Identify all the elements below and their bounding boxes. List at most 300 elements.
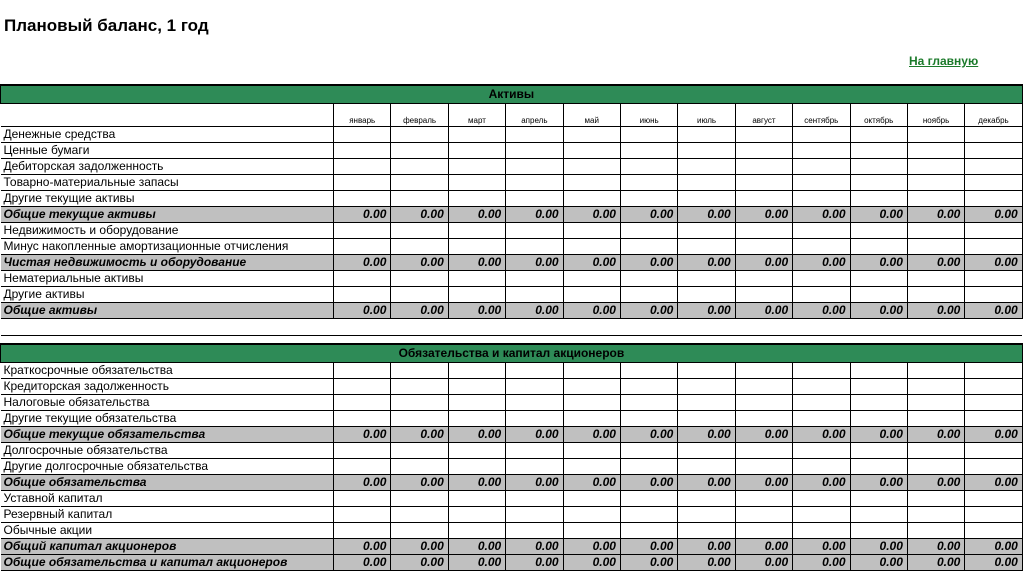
total-value-cell: 0.00	[448, 255, 505, 271]
input-cell[interactable]	[334, 507, 391, 523]
input-cell[interactable]	[793, 507, 850, 523]
liabilities-table	[0, 343, 1023, 571]
month-header: март	[448, 104, 505, 127]
input-cell[interactable]	[448, 411, 505, 427]
input-cell[interactable]	[965, 523, 1023, 539]
input-cell[interactable]	[620, 523, 677, 539]
input-cell[interactable]	[563, 127, 620, 143]
input-cell[interactable]	[448, 491, 505, 507]
input-cell[interactable]	[793, 223, 850, 239]
input-cell[interactable]	[907, 175, 964, 191]
input-cell[interactable]	[850, 507, 907, 523]
table-row	[1, 379, 1023, 395]
input-cell[interactable]	[850, 223, 907, 239]
table-row	[1, 363, 1023, 379]
input-cell[interactable]	[793, 159, 850, 175]
input-cell[interactable]	[850, 271, 907, 287]
input-cell[interactable]	[793, 239, 850, 255]
table-row	[1, 491, 1023, 507]
total-value-cell: 0.00	[735, 539, 792, 555]
input-cell[interactable]	[506, 287, 563, 303]
input-cell[interactable]	[850, 239, 907, 255]
input-cell[interactable]	[334, 459, 391, 475]
total-value-cell: 0.00	[965, 555, 1023, 571]
input-cell[interactable]	[620, 159, 677, 175]
input-cell[interactable]	[448, 143, 505, 159]
input-cell[interactable]	[334, 175, 391, 191]
input-cell[interactable]	[850, 191, 907, 207]
input-cell[interactable]	[678, 287, 735, 303]
total-value-cell: 0.00	[334, 555, 391, 571]
input-cell[interactable]	[506, 459, 563, 475]
input-cell[interactable]	[965, 363, 1023, 379]
input-cell[interactable]	[793, 191, 850, 207]
input-cell[interactable]	[334, 379, 391, 395]
input-cell[interactable]	[907, 459, 964, 475]
total-value-cell: 0.00	[334, 207, 391, 223]
input-cell[interactable]	[563, 159, 620, 175]
table-row	[1, 443, 1023, 459]
total-value-cell: 0.00	[448, 555, 505, 571]
total-value-cell: 0.00	[793, 303, 850, 319]
input-cell[interactable]	[735, 443, 792, 459]
input-cell[interactable]	[735, 287, 792, 303]
input-cell[interactable]	[506, 175, 563, 191]
input-cell[interactable]	[735, 491, 792, 507]
input-cell[interactable]	[678, 191, 735, 207]
input-cell[interactable]	[965, 411, 1023, 427]
row-label: Денежные средства	[1, 127, 334, 143]
input-cell[interactable]	[735, 239, 792, 255]
input-cell[interactable]	[850, 287, 907, 303]
input-cell[interactable]	[334, 223, 391, 239]
total-value-cell: 0.00	[391, 255, 448, 271]
row-label: Общие текущие обязательства	[1, 427, 334, 443]
input-cell[interactable]	[391, 159, 448, 175]
row-label: Дебиторская задолженность	[1, 159, 334, 175]
input-cell[interactable]	[563, 379, 620, 395]
input-cell[interactable]	[391, 379, 448, 395]
input-cell[interactable]	[506, 507, 563, 523]
month-header-row	[1, 104, 1023, 127]
input-cell[interactable]	[793, 459, 850, 475]
month-header: декабрь	[965, 104, 1022, 127]
total-value-cell: 0.00	[563, 255, 620, 271]
input-cell[interactable]	[563, 523, 620, 539]
input-cell[interactable]	[965, 287, 1022, 303]
input-cell[interactable]	[793, 523, 850, 539]
total-value-cell: 0.00	[448, 207, 505, 223]
input-cell[interactable]	[563, 507, 620, 523]
input-cell[interactable]	[678, 223, 735, 239]
input-cell[interactable]	[620, 127, 677, 143]
month-header: апрель	[506, 104, 563, 127]
input-cell[interactable]	[907, 443, 964, 459]
total-value-cell: 0.00	[448, 539, 505, 555]
input-cell[interactable]	[965, 159, 1022, 175]
input-cell[interactable]	[391, 459, 448, 475]
input-cell[interactable]	[506, 523, 563, 539]
input-cell[interactable]	[965, 191, 1022, 207]
input-cell[interactable]	[506, 239, 563, 255]
total-value-cell: 0.00	[620, 475, 677, 491]
input-cell[interactable]	[334, 287, 391, 303]
input-cell[interactable]	[620, 379, 677, 395]
total-value-cell: 0.00	[391, 539, 448, 555]
month-header: сентябрь	[793, 104, 850, 127]
input-cell[interactable]	[563, 239, 620, 255]
input-cell[interactable]	[907, 523, 964, 539]
input-cell[interactable]	[735, 127, 792, 143]
input-cell[interactable]	[907, 395, 964, 411]
input-cell[interactable]	[620, 363, 677, 379]
total-value-cell: 0.00	[907, 255, 964, 271]
input-cell[interactable]	[907, 287, 964, 303]
input-cell[interactable]	[563, 459, 620, 475]
total-value-cell: 0.00	[620, 207, 677, 223]
input-cell[interactable]	[391, 223, 448, 239]
input-cell[interactable]	[334, 395, 391, 411]
input-cell[interactable]	[907, 271, 964, 287]
input-cell[interactable]	[391, 143, 448, 159]
input-cell[interactable]	[620, 411, 677, 427]
input-cell[interactable]	[850, 127, 907, 143]
input-cell[interactable]	[391, 443, 448, 459]
month-header: ноябрь	[907, 104, 964, 127]
input-cell[interactable]	[965, 443, 1023, 459]
month-header: август	[735, 104, 792, 127]
total-value-cell: 0.00	[793, 555, 850, 571]
input-cell[interactable]	[965, 507, 1023, 523]
input-cell[interactable]	[850, 459, 907, 475]
input-cell[interactable]	[793, 379, 850, 395]
table-row	[1, 523, 1023, 539]
input-cell[interactable]	[735, 523, 792, 539]
input-cell[interactable]	[334, 159, 391, 175]
table-row	[1, 395, 1023, 411]
total-value-cell: 0.00	[678, 427, 735, 443]
input-cell[interactable]	[678, 127, 735, 143]
total-value-cell: 0.00	[735, 475, 792, 491]
input-cell[interactable]	[506, 271, 563, 287]
home-link[interactable]: На главную	[909, 54, 979, 68]
input-cell[interactable]	[850, 411, 907, 427]
input-cell[interactable]	[506, 379, 563, 395]
input-cell[interactable]	[735, 411, 792, 427]
input-cell[interactable]	[735, 379, 792, 395]
input-cell[interactable]	[506, 443, 563, 459]
table-row	[1, 411, 1023, 427]
input-cell[interactable]	[620, 143, 677, 159]
input-cell[interactable]	[506, 363, 563, 379]
input-cell[interactable]	[907, 223, 964, 239]
input-cell[interactable]	[620, 287, 677, 303]
input-cell[interactable]	[448, 159, 505, 175]
total-value-cell: 0.00	[735, 555, 792, 571]
input-cell[interactable]	[735, 507, 792, 523]
input-cell[interactable]	[620, 175, 677, 191]
total-value-cell: 0.00	[678, 555, 735, 571]
input-cell[interactable]	[391, 491, 448, 507]
month-header-blank	[1, 104, 334, 127]
input-cell[interactable]	[735, 223, 792, 239]
input-cell[interactable]	[334, 443, 391, 459]
input-cell[interactable]	[448, 395, 505, 411]
input-cell[interactable]	[391, 271, 448, 287]
input-cell[interactable]	[965, 127, 1022, 143]
input-cell[interactable]	[334, 363, 391, 379]
total-value-cell: 0.00	[391, 207, 448, 223]
total-value-cell: 0.00	[563, 427, 620, 443]
input-cell[interactable]	[907, 159, 964, 175]
input-cell[interactable]	[850, 395, 907, 411]
input-cell[interactable]	[563, 395, 620, 411]
input-cell[interactable]	[391, 287, 448, 303]
input-cell[interactable]	[907, 491, 964, 507]
input-cell[interactable]	[793, 287, 850, 303]
input-cell[interactable]	[334, 523, 391, 539]
total-value-cell: 0.00	[506, 555, 563, 571]
input-cell[interactable]	[965, 143, 1022, 159]
input-cell[interactable]	[850, 175, 907, 191]
input-cell[interactable]	[563, 443, 620, 459]
input-cell[interactable]	[506, 411, 563, 427]
input-cell[interactable]	[850, 443, 907, 459]
input-cell[interactable]	[620, 239, 677, 255]
input-cell[interactable]	[448, 191, 505, 207]
input-cell[interactable]	[506, 127, 563, 143]
input-cell[interactable]	[448, 443, 505, 459]
input-cell[interactable]	[793, 395, 850, 411]
input-cell[interactable]	[793, 143, 850, 159]
input-cell[interactable]	[678, 395, 735, 411]
input-cell[interactable]	[678, 491, 735, 507]
input-cell[interactable]	[735, 175, 792, 191]
input-cell[interactable]	[448, 175, 505, 191]
input-cell[interactable]	[563, 191, 620, 207]
input-cell[interactable]	[391, 411, 448, 427]
input-cell[interactable]	[563, 143, 620, 159]
input-cell[interactable]	[735, 143, 792, 159]
input-cell[interactable]	[793, 363, 850, 379]
total-value-cell: 0.00	[506, 303, 563, 319]
total-value-cell: 0.00	[735, 303, 792, 319]
input-cell[interactable]	[391, 363, 448, 379]
input-cell[interactable]	[620, 223, 677, 239]
input-cell[interactable]	[448, 127, 505, 143]
input-cell[interactable]	[448, 379, 505, 395]
table-row	[1, 271, 1023, 287]
input-cell[interactable]	[334, 191, 391, 207]
input-cell[interactable]	[678, 443, 735, 459]
row-label: Ценные бумаги	[1, 143, 334, 159]
total-value-cell: 0.00	[735, 427, 792, 443]
table-row	[1, 143, 1023, 159]
input-cell[interactable]	[391, 175, 448, 191]
input-cell[interactable]	[907, 363, 964, 379]
input-cell[interactable]	[391, 523, 448, 539]
total-value-cell: 0.00	[620, 555, 677, 571]
input-cell[interactable]	[735, 271, 792, 287]
input-cell[interactable]	[334, 143, 391, 159]
total-value-cell: 0.00	[793, 207, 850, 223]
input-cell[interactable]	[391, 191, 448, 207]
input-cell[interactable]	[563, 411, 620, 427]
input-cell[interactable]	[448, 363, 505, 379]
row-label: Краткосрочные обязательства	[1, 363, 334, 379]
total-value-cell: 0.00	[620, 303, 677, 319]
input-cell[interactable]	[391, 507, 448, 523]
input-cell[interactable]	[735, 191, 792, 207]
input-cell[interactable]	[850, 363, 907, 379]
table-row	[1, 223, 1023, 239]
input-cell[interactable]	[965, 459, 1023, 475]
input-cell[interactable]	[907, 507, 964, 523]
input-cell[interactable]	[448, 507, 505, 523]
input-cell[interactable]	[735, 363, 792, 379]
total-row	[1, 539, 1023, 555]
input-cell[interactable]	[506, 395, 563, 411]
total-value-cell: 0.00	[850, 207, 907, 223]
input-cell[interactable]	[391, 239, 448, 255]
total-value-cell: 0.00	[678, 303, 735, 319]
row-label: Налоговые обязательства	[1, 395, 334, 411]
input-cell[interactable]	[563, 271, 620, 287]
input-cell[interactable]	[563, 175, 620, 191]
input-cell[interactable]	[735, 395, 792, 411]
input-cell[interactable]	[506, 223, 563, 239]
input-cell[interactable]	[563, 223, 620, 239]
assets-section-header	[1, 85, 1023, 104]
input-cell[interactable]	[965, 223, 1022, 239]
total-value-cell: 0.00	[850, 255, 907, 271]
input-cell[interactable]	[793, 175, 850, 191]
input-cell[interactable]	[965, 239, 1022, 255]
input-cell[interactable]	[965, 379, 1023, 395]
section-title: Обязательства и капитал акционеров	[1, 344, 1023, 363]
input-cell[interactable]	[506, 491, 563, 507]
input-cell[interactable]	[448, 239, 505, 255]
input-cell[interactable]	[907, 127, 964, 143]
total-row	[1, 475, 1023, 491]
row-label: Уставной капитал	[1, 491, 334, 507]
input-cell[interactable]	[563, 363, 620, 379]
input-cell[interactable]	[907, 411, 964, 427]
input-cell[interactable]	[850, 143, 907, 159]
input-cell[interactable]	[506, 143, 563, 159]
input-cell[interactable]	[735, 459, 792, 475]
row-label: Общие обязательства	[1, 475, 334, 491]
input-cell[interactable]	[620, 507, 677, 523]
input-cell[interactable]	[334, 127, 391, 143]
input-cell[interactable]	[965, 271, 1022, 287]
total-value-cell: 0.00	[965, 539, 1023, 555]
input-cell[interactable]	[334, 491, 391, 507]
input-cell[interactable]	[678, 271, 735, 287]
table-row	[1, 159, 1023, 175]
input-cell[interactable]	[391, 127, 448, 143]
input-cell[interactable]	[735, 159, 792, 175]
total-value-cell: 0.00	[391, 475, 448, 491]
input-cell[interactable]	[850, 159, 907, 175]
total-value-cell: 0.00	[678, 255, 735, 271]
assets-table	[0, 84, 1023, 336]
input-cell[interactable]	[907, 143, 964, 159]
row-label: Общие активы	[1, 303, 334, 319]
input-cell[interactable]	[850, 523, 907, 539]
input-cell[interactable]	[793, 411, 850, 427]
input-cell[interactable]	[965, 395, 1023, 411]
input-cell[interactable]	[907, 191, 964, 207]
input-cell[interactable]	[965, 175, 1022, 191]
input-cell[interactable]	[793, 443, 850, 459]
input-cell[interactable]	[965, 491, 1023, 507]
row-label: Общие обязательства и капитал акционеров	[1, 555, 334, 571]
section-title: Активы	[1, 85, 1023, 104]
input-cell[interactable]	[678, 159, 735, 175]
input-cell[interactable]	[448, 223, 505, 239]
input-cell[interactable]	[448, 523, 505, 539]
input-cell[interactable]	[620, 395, 677, 411]
input-cell[interactable]	[620, 459, 677, 475]
input-cell[interactable]	[678, 363, 735, 379]
input-cell[interactable]	[678, 459, 735, 475]
month-header: июль	[678, 104, 735, 127]
total-value-cell: 0.00	[563, 555, 620, 571]
input-cell[interactable]	[334, 239, 391, 255]
input-cell[interactable]	[334, 271, 391, 287]
total-value-cell: 0.00	[563, 207, 620, 223]
total-row	[1, 555, 1023, 571]
input-cell[interactable]	[850, 491, 907, 507]
input-cell[interactable]	[620, 191, 677, 207]
input-cell[interactable]	[793, 271, 850, 287]
input-cell[interactable]	[620, 271, 677, 287]
input-cell[interactable]	[506, 159, 563, 175]
total-row	[1, 255, 1023, 271]
input-cell[interactable]	[620, 443, 677, 459]
input-cell[interactable]	[850, 379, 907, 395]
input-cell[interactable]	[907, 379, 964, 395]
input-cell[interactable]	[678, 175, 735, 191]
input-cell[interactable]	[448, 271, 505, 287]
input-cell[interactable]	[678, 411, 735, 427]
row-label: Другие долгосрочные обязательства	[1, 459, 334, 475]
input-cell[interactable]	[448, 287, 505, 303]
input-cell[interactable]	[678, 507, 735, 523]
total-value-cell: 0.00	[793, 475, 850, 491]
input-cell[interactable]	[334, 411, 391, 427]
input-cell[interactable]	[678, 523, 735, 539]
total-value-cell: 0.00	[793, 539, 850, 555]
input-cell[interactable]	[391, 395, 448, 411]
input-cell[interactable]	[678, 143, 735, 159]
row-label: Обычные акции	[1, 523, 334, 539]
input-cell[interactable]	[620, 491, 677, 507]
input-cell[interactable]	[448, 459, 505, 475]
input-cell[interactable]	[563, 287, 620, 303]
input-cell[interactable]	[793, 491, 850, 507]
input-cell[interactable]	[907, 239, 964, 255]
input-cell[interactable]	[563, 491, 620, 507]
input-cell[interactable]	[506, 191, 563, 207]
total-value-cell: 0.00	[506, 207, 563, 223]
total-value-cell: 0.00	[448, 303, 505, 319]
total-value-cell: 0.00	[448, 475, 505, 491]
input-cell[interactable]	[678, 239, 735, 255]
input-cell[interactable]	[793, 127, 850, 143]
input-cell[interactable]	[678, 379, 735, 395]
